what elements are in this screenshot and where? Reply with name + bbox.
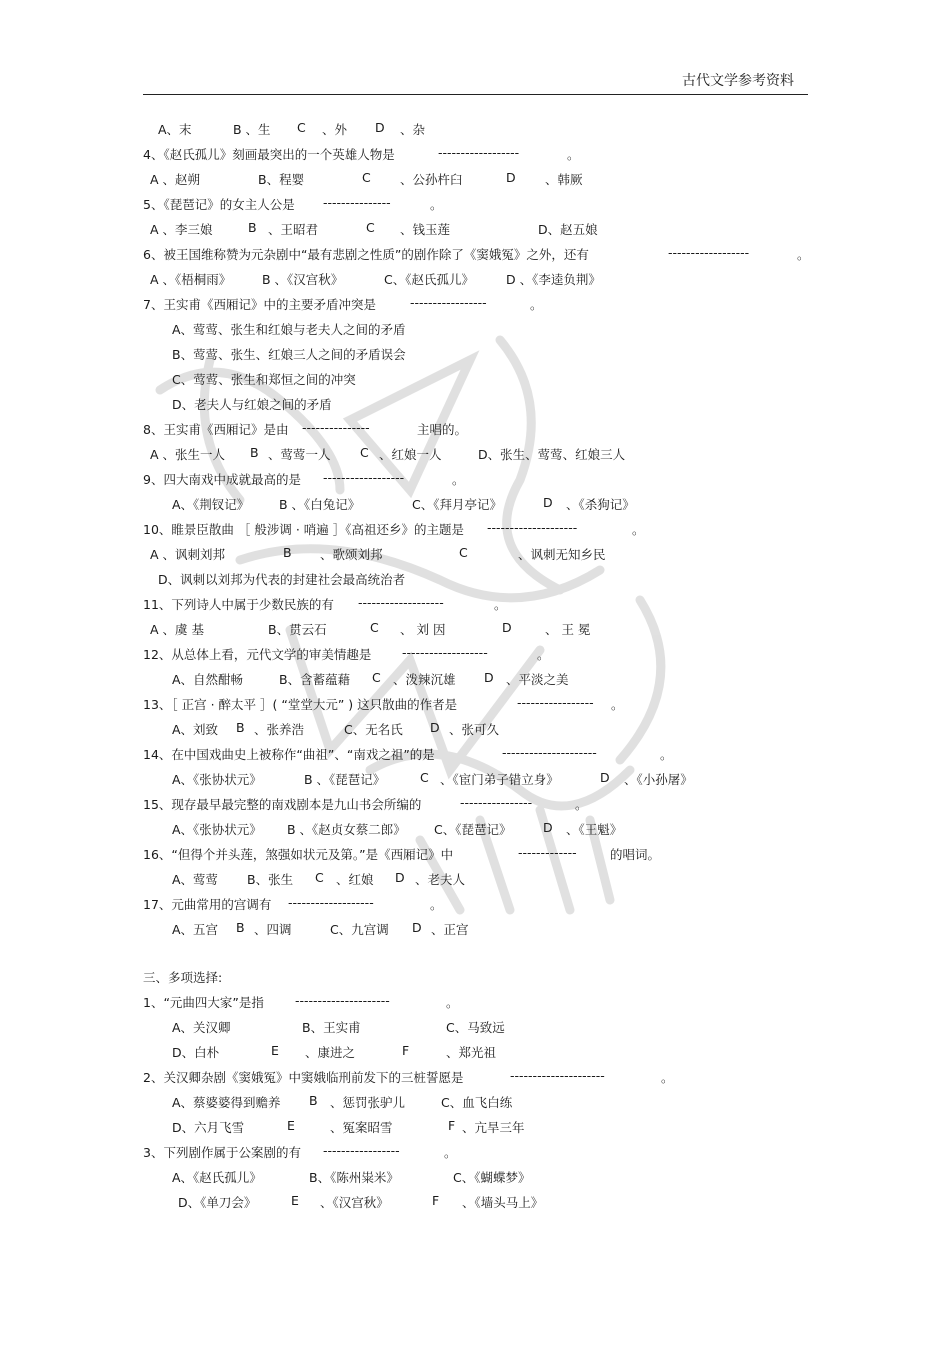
text-segment: 。 <box>797 247 810 262</box>
text-segment: C <box>297 120 306 135</box>
text-segment: A 、虞 基 <box>150 622 204 637</box>
text-segment: 主唱的。 <box>417 422 468 437</box>
text-segment: 、《墙头马上》 <box>462 1195 544 1210</box>
text-segment: C <box>372 670 381 685</box>
text-segment: F <box>402 1043 410 1058</box>
text-segment: A、末 <box>158 122 192 137</box>
text-segment: B、莺莺、张生、红娘三人之间的矛盾误会 <box>172 347 406 362</box>
text-segment: 、四调 <box>254 922 292 937</box>
text-segment: D、白朴 <box>172 1045 220 1060</box>
text-segment: D <box>506 170 516 185</box>
text-segment: C、无名氏 <box>344 722 403 737</box>
text-segment: 8、王实甫《西厢记》是由 <box>143 422 289 437</box>
text-segment: F <box>448 1118 456 1133</box>
text-segment: 6、被王国维称赞为元杂剧中“最有悲剧之性质”的剧作除了《窦娥冤》之外，还有 <box>143 247 589 262</box>
text-segment: B 、《汉宫秋》 <box>262 272 344 287</box>
text-segment: D <box>502 620 512 635</box>
text-segment: B、《陈州粜米》 <box>309 1170 399 1185</box>
text-segment: C <box>366 220 375 235</box>
text-segment: B、王实甫 <box>302 1020 361 1035</box>
text-segment: 、外 <box>322 122 348 137</box>
text-segment: 5、《琵琶记》的女主人公是 <box>143 197 295 212</box>
text-segment: 、张可久 <box>449 722 500 737</box>
text-segment: --------------- <box>323 195 391 210</box>
text-segment: -------------------- <box>487 520 578 535</box>
text-segment: D 、《李逵负荆》 <box>506 272 601 287</box>
text-segment: B <box>250 445 259 460</box>
text-segment: 、莺莺一人 <box>268 447 331 462</box>
text-segment: 三、多项选择: <box>143 970 223 985</box>
text-segment: A、五宫 <box>172 922 219 937</box>
text-segment: 。 <box>444 1145 457 1160</box>
text-segment: ----------------- <box>410 295 487 310</box>
text-segment: D <box>600 770 610 785</box>
text-segment: D、老夫人与红娘之间的矛盾 <box>172 397 332 412</box>
text-segment: A、莺莺 <box>172 872 219 887</box>
text-segment: B、贯云石 <box>268 622 327 637</box>
text-segment: 16、“但得个并头莲，煞强如状元及第。”是《西厢记》中 <box>143 847 454 862</box>
text-segment: C、血飞白练 <box>441 1095 513 1110</box>
text-segment: 、红娘一人 <box>379 447 442 462</box>
text-segment: ------------------ <box>668 245 750 260</box>
text-segment: 。 <box>575 797 588 812</box>
text-segment: 、《王魁》 <box>566 822 623 837</box>
text-segment: 。 <box>430 197 443 212</box>
text-segment: 。 <box>530 297 543 312</box>
text-segment: 的唱词。 <box>610 847 661 862</box>
text-segment: 、亢旱三年 <box>462 1120 525 1135</box>
text-segment: 。 <box>430 897 443 912</box>
text-segment: A 、赵朔 <box>150 172 201 187</box>
text-segment: 、康进之 <box>305 1045 356 1060</box>
text-segment: A、蔡婆婆得到赡养 <box>172 1095 281 1110</box>
text-segment: B 、《白兔记》 <box>279 497 361 512</box>
text-segment: B、含蓄蕴藉 <box>279 672 351 687</box>
text-segment: ----------------- <box>517 695 594 710</box>
text-segment: A、关汉卿 <box>172 1020 231 1035</box>
text-segment: A、《荆钗记》 <box>172 497 250 512</box>
text-segment: C <box>370 620 379 635</box>
text-segment: D <box>430 720 440 735</box>
text-segment: A、《张协状元》 <box>172 772 262 787</box>
text-segment: A、莺莺、张生和红娘与老夫人之间的矛盾 <box>172 322 406 337</box>
text-segment: C <box>420 770 429 785</box>
text-segment: A、《张协状元》 <box>172 822 262 837</box>
text-segment: 、《汉宫秋》 <box>320 1195 389 1210</box>
text-segment: 7、王实甫《西厢记》中的主要矛盾冲突是 <box>143 297 376 312</box>
text-segment: D、讽刺以刘邦为代表的封建社会最高统治者 <box>158 572 406 587</box>
text-segment: F <box>432 1193 440 1208</box>
text-segment: 、歌颂刘邦 <box>320 547 383 562</box>
text-segment: ------------------ <box>323 470 405 485</box>
text-segment: B、程婴 <box>258 172 305 187</box>
text-segment: ------------------- <box>358 595 444 610</box>
text-segment: D <box>412 920 422 935</box>
text-segment: 、王昭君 <box>268 222 319 237</box>
text-segment: B <box>248 220 257 235</box>
text-segment: D <box>543 495 553 510</box>
text-segment: 、公孙杵臼 <box>400 172 463 187</box>
text-segment: D、赵五娘 <box>538 222 598 237</box>
text-segment: 、老夫人 <box>415 872 466 887</box>
text-segment: E <box>287 1118 295 1133</box>
text-segment: 1、“元曲四大家”是指 <box>143 995 264 1010</box>
text-segment: C、马致远 <box>446 1020 505 1035</box>
text-segment: B 、生 <box>233 122 271 137</box>
text-segment: ------------- <box>518 845 577 860</box>
text-segment: C <box>315 870 324 885</box>
text-segment: A 、张生一人 <box>150 447 226 462</box>
text-segment: 15、现存最早最完整的南戏剧本是九山书会所编的 <box>143 797 422 812</box>
text-segment: C <box>459 545 468 560</box>
text-segment: 、韩厥 <box>545 172 583 187</box>
text-segment: C、《赵氏孤儿》 <box>384 272 474 287</box>
text-segment: ------------------- <box>402 645 488 660</box>
text-segment: B <box>309 1093 318 1108</box>
text-segment: D、《单刀会》 <box>178 1195 257 1210</box>
text-segment: 。 <box>661 1070 674 1085</box>
text-segment: ------------------ <box>438 145 520 160</box>
text-segment: 9、四大南戏中成就最高的是 <box>143 472 301 487</box>
text-segment: 。 <box>446 995 459 1010</box>
text-segment: 3、下列剧作属于公案剧的有 <box>143 1145 301 1160</box>
text-segment: --------------------- <box>295 993 390 1008</box>
text-segment: 、冤案昭雪 <box>330 1120 393 1135</box>
text-segment: 10、睢景臣散曲 ［ 般涉调 · 哨遍 ］《高祖还乡》的主题是 <box>143 522 464 537</box>
text-segment: 。 <box>611 697 624 712</box>
text-segment: B、张生 <box>247 872 294 887</box>
text-segment: D、六月飞雪 <box>172 1120 245 1135</box>
text-segment: A、刘致 <box>172 722 219 737</box>
text-segment: 。 <box>632 522 645 537</box>
text-segment: ---------------- <box>460 795 533 810</box>
text-segment: C <box>362 170 371 185</box>
text-segment: C、《蝴蝶梦》 <box>453 1170 531 1185</box>
text-segment: 、红娘 <box>336 872 374 887</box>
text-segment: 、《小孙屠》 <box>624 772 693 787</box>
text-segment: C、《拜月亭记》 <box>412 497 502 512</box>
text-segment: D <box>375 120 385 135</box>
text-segment: ----------------- <box>323 1143 400 1158</box>
text-segment: 、郑光祖 <box>446 1045 497 1060</box>
text-segment: D <box>543 820 553 835</box>
text-segment: B 、《赵贞女蔡二郎》 <box>287 822 406 837</box>
text-segment: 17、元曲常用的宫调有 <box>143 897 272 912</box>
text-segment: A 、讽刺刘邦 <box>150 547 226 562</box>
text-segment: 、钱玉莲 <box>400 222 451 237</box>
text-segment: D <box>395 870 405 885</box>
text-segment: 4、《赵氏孤儿》刻画最突出的一个英雄人物是 <box>143 147 395 162</box>
text-segment: E <box>271 1043 279 1058</box>
text-segment: --------------------- <box>510 1068 605 1083</box>
text-segment: 14、在中国戏曲史上被称作“曲祖”、“南戏之祖”的是 <box>143 747 435 762</box>
text-segment: --------------------- <box>502 745 597 760</box>
text-segment: C、《琵琶记》 <box>434 822 512 837</box>
text-segment: --------------- <box>302 420 370 435</box>
text-segment: 、惩罚张驴儿 <box>330 1095 406 1110</box>
text-segment: D、张生、莺莺、红娘三人 <box>478 447 626 462</box>
text-segment: A、自然酣畅 <box>172 672 244 687</box>
text-segment: 、《杀狗记》 <box>566 497 635 512</box>
text-segment: 、《宦门弟子错立身》 <box>440 772 559 787</box>
text-segment: 、 王 冕 <box>545 622 591 637</box>
text-segment: 、泼辣沉雄 <box>393 672 456 687</box>
text-segment: C <box>360 445 369 460</box>
text-segment: C、九宫调 <box>330 922 389 937</box>
text-segment: B 、《琵琶记》 <box>304 772 386 787</box>
text-segment: 13、［ 正宫 · 醉太平 ］( “堂堂大元” ) 这只散曲的作者是 <box>143 697 458 712</box>
text-segment: ------------------- <box>288 895 374 910</box>
text-segment: B <box>283 545 292 560</box>
page-header <box>143 66 808 95</box>
text-segment: 。 <box>660 747 673 762</box>
text-segment: 。 <box>567 147 580 162</box>
page-title: 古代文学参考资料 <box>682 73 794 89</box>
text-segment: 、 刘 因 <box>400 622 446 637</box>
text-segment: E <box>291 1193 299 1208</box>
text-segment: 11、下列诗人中属于少数民族的有 <box>143 597 334 612</box>
text-segment: 12、从总体上看，元代文学的审美情趣是 <box>143 647 372 662</box>
text-segment: A 、李三娘 <box>150 222 213 237</box>
text-segment: D <box>484 670 494 685</box>
text-segment: A 、《梧桐雨》 <box>150 272 232 287</box>
text-segment: 、平淡之美 <box>506 672 569 687</box>
text-segment: C、莺莺、张生和郑恒之间的冲突 <box>172 372 356 387</box>
text-segment: 2、关汉卿杂剧《窦娥冤》中窦娥临刑前发下的三桩誓愿是 <box>143 1070 464 1085</box>
text-segment: 、杂 <box>400 122 426 137</box>
text-segment: A、《赵氏孤儿》 <box>172 1170 262 1185</box>
text-segment: B <box>236 920 245 935</box>
text-segment: 。 <box>494 597 507 612</box>
text-segment: 。 <box>537 647 550 662</box>
text-segment: 、正宫 <box>431 922 469 937</box>
text-segment: 。 <box>452 472 465 487</box>
text-segment: B <box>236 720 245 735</box>
text-segment: 、张养浩 <box>254 722 305 737</box>
text-segment: 、讽刺无知乡民 <box>518 547 606 562</box>
